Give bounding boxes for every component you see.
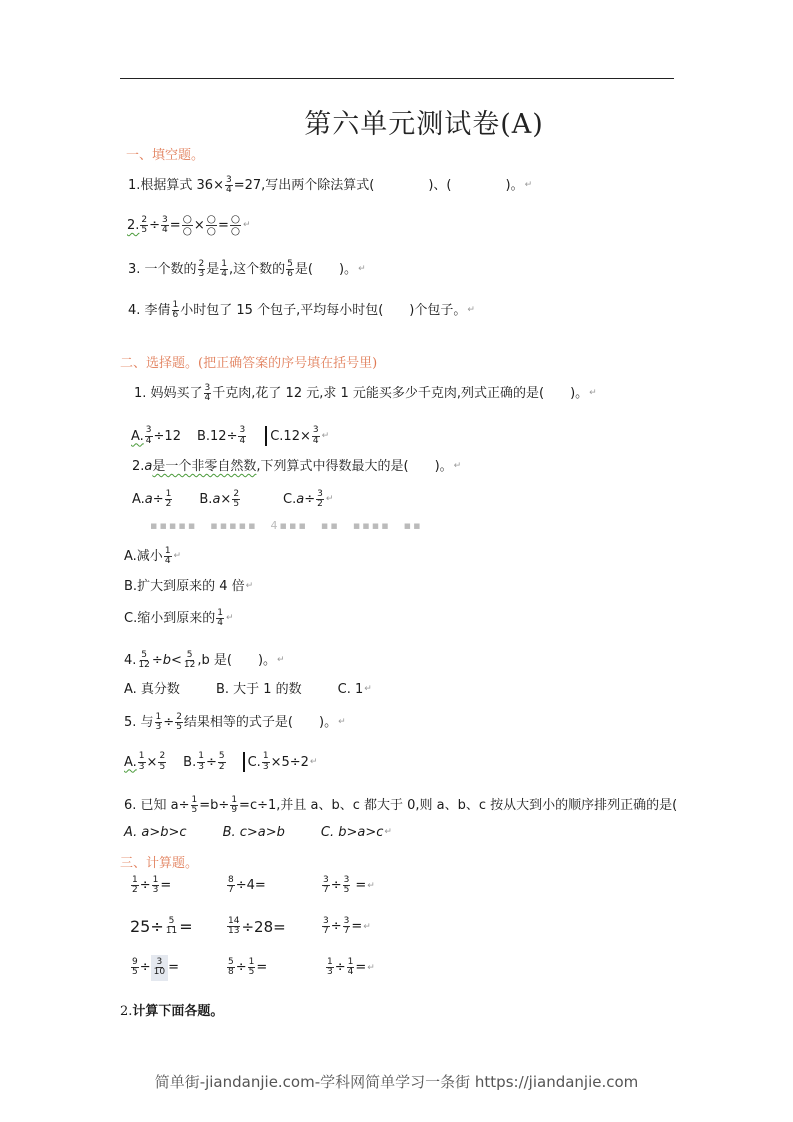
calc-item: $\frac{3}{7}$ ÷ $\frac{3}{7}$ = ↵ (323, 916, 371, 937)
option-a[interactable]: A. 真分数 (124, 682, 180, 697)
question-2-2: 2. a 是一个非零自然数 ,下列算式中得数最大的是( )。 ↵ (132, 459, 462, 474)
question-2-3-option-a[interactable]: A. 减小 $\frac{1}{4}$ ↵ (124, 546, 182, 567)
option-c[interactable]: C. b>a>c (320, 825, 384, 840)
section-heading-calculation: 三、计算题。 (120, 856, 199, 871)
option-c[interactable]: C. a÷ $\frac{3}{2}$ (283, 489, 323, 510)
question-2-2-options (132, 490, 333, 510)
text-cursor (243, 752, 245, 772)
paragraph-mark-icon: ↵ (325, 494, 334, 505)
paragraph-mark-icon: ↵ (367, 880, 375, 891)
option-b[interactable]: B. c>a>b (222, 825, 285, 840)
option-b[interactable]: B. a× $\frac{2}{5}$ (199, 489, 240, 510)
question-2-6: 6. 已知 a÷ $\frac{1}{5}$ =b÷ $\frac{1}{9}$ =c÷1,并且 a、b、c 都大于 0,则 a、b、c 按从大到小的顺序排列正确的是( (124, 795, 678, 816)
answer-blank-fraction[interactable]: $\frac{○}{○}$ (230, 213, 241, 238)
calc-item: $\frac{14}{13}$ ÷28 = (228, 916, 286, 937)
paragraph-mark-icon: ↵ (225, 613, 234, 624)
selection-highlight: $\frac{3}{10}$ (151, 955, 168, 981)
question-2-4: 4. $\frac{5}{12}$ ÷b< $\frac{5}{12}$ ,b 是( )。 ↵ (124, 650, 285, 671)
header-rule (120, 78, 674, 79)
question-2-3-option-b[interactable]: B. 扩大到原来的 4 倍 ↵ (124, 579, 254, 594)
paragraph-mark-icon: ↵ (245, 581, 254, 591)
question-1-1: 1.根据算式 36 × $\frac{3}{4}$ =27,写出两个除法算式( )、( )。 ↵ (128, 175, 533, 196)
question-2-3-clipped-line: ▪▪▪▪▪ ▪▪▪▪▪ 4▪▪▪ ▪▪ ▪▪▪▪ ▪▪ (150, 519, 423, 532)
paragraph-mark-icon: ↵ (243, 220, 251, 231)
paragraph-mark-icon: ↵ (524, 180, 533, 191)
option-b[interactable]: B. $\frac{1}{3}$ ÷ $\frac{5}{2}$ (183, 751, 225, 772)
calc-item: $\frac{8}{7}$ ÷4 = (228, 875, 266, 896)
paragraph-mark-icon: ↵ (277, 655, 285, 666)
option-b[interactable]: B. 大于 1 的数 (215, 682, 302, 697)
question-2-6-options (124, 826, 392, 839)
question-1-3: 3. 一个数的 $\frac{2}{3}$ 是 $\frac{1}{4}$ ,这个数的 $\frac{5}{6}$ 是( )。 ↵ (128, 259, 366, 280)
question-1-4: 4. 李倩 $\frac{1}{6}$ 小时包了 15 个包子,平均每小时包( )个包子。 ↵ (128, 300, 475, 321)
calc-item: $\frac{5}{8}$ ÷ $\frac{1}{5}$ = (228, 957, 268, 978)
answer-blank-fraction[interactable]: $\frac{○}{○}$ (206, 213, 216, 238)
paragraph-mark-icon: ↵ (309, 756, 318, 767)
question-1-2: 2. $\frac{2}{5}$ ÷ $\frac{3}{4}$ = $\frac{○}{○}$ × $\frac{○}{○}$ = $\frac{○}{○}$ ↵ (127, 213, 251, 238)
calc-item: $\frac{3}{7}$ ÷ $\frac{3}{5}$ = ↵ (323, 875, 375, 896)
question-2-3-option-c[interactable]: C. 缩小到原来的 $\frac{1}{4}$ ↵ (124, 608, 234, 629)
option-b[interactable]: B. 12÷ $\frac{3}{4}$ (196, 425, 246, 446)
paragraph-mark-icon: ↵ (384, 827, 392, 837)
paragraph-mark-icon: ↵ (453, 461, 462, 471)
paragraph-mark-icon: ↵ (364, 684, 372, 694)
paragraph-mark-icon: ↵ (321, 430, 330, 441)
page-title: 第六单元测试卷(A) (304, 109, 544, 140)
question-2-5-options (124, 752, 317, 772)
calc-item: 25 ÷ $\frac{5}{11}$ = (130, 916, 193, 937)
fraction: $\frac{3}{4}$ (225, 175, 232, 196)
answer-blank-fraction[interactable]: $\frac{○}{○}$ (182, 213, 192, 238)
question-2-4-options (124, 683, 372, 696)
paragraph-mark-icon: ↵ (467, 305, 475, 316)
paragraph-mark-icon: ↵ (363, 921, 371, 932)
paragraph-mark-icon: ↵ (338, 717, 346, 728)
calc-item: $\frac{1}{3}$ ÷ $\frac{1}{4}$ = ↵ (327, 957, 375, 978)
option-c[interactable]: C. 1 (337, 682, 364, 697)
section-heading-multiple-choice: 二、选择题。(把正确答案的序号填在括号里) (120, 356, 378, 371)
paragraph-mark-icon: ↵ (589, 388, 597, 399)
option-a[interactable]: A. a>b>c (124, 825, 187, 840)
section-heading-fill-blank: 一、填空题。 (126, 148, 205, 163)
subsection-heading: 2.计算下面各题。 (120, 1004, 224, 1019)
text-cursor (265, 426, 267, 446)
paragraph-mark-icon: ↵ (367, 962, 375, 973)
footer-watermark: 简单街-jiandanjie.com-学科网简单学习一条街 https://jiandanjie.com (154, 1073, 639, 1091)
calc-item: $\frac{1}{2}$ ÷ $\frac{1}{3}$ = (132, 875, 172, 896)
option-a[interactable]: A. $\frac{3}{4}$ ÷12 (131, 425, 181, 446)
question-2-1: 1. 妈妈买了 $\frac{3}{4}$ 千克肉,花了 12 元,求 1 元能买多少千克肉,列式正确的是( )。 ↵ (134, 383, 597, 404)
option-c[interactable]: C. 12× $\frac{3}{4}$ (270, 425, 319, 446)
paragraph-mark-icon: ↵ (358, 264, 366, 275)
paragraph-mark-icon: ↵ (173, 551, 182, 562)
option-a[interactable]: A. $\frac{1}{3}$ × $\frac{2}{5}$ (124, 751, 166, 772)
option-a[interactable]: A. a÷ $\frac{1}{2}$ (132, 489, 172, 510)
question-2-5: 5. 与 $\frac{1}{3}$ ÷ $\frac{2}{5}$ 结果相等的式子是( )。 ↵ (124, 712, 346, 733)
question-2-1-options (131, 426, 329, 446)
option-c[interactable]: C. $\frac{1}{3}$ ×5÷2 (247, 751, 309, 772)
calc-item: $\frac{9}{5}$ ÷ $\frac{3}{10}$ = (130, 955, 179, 981)
